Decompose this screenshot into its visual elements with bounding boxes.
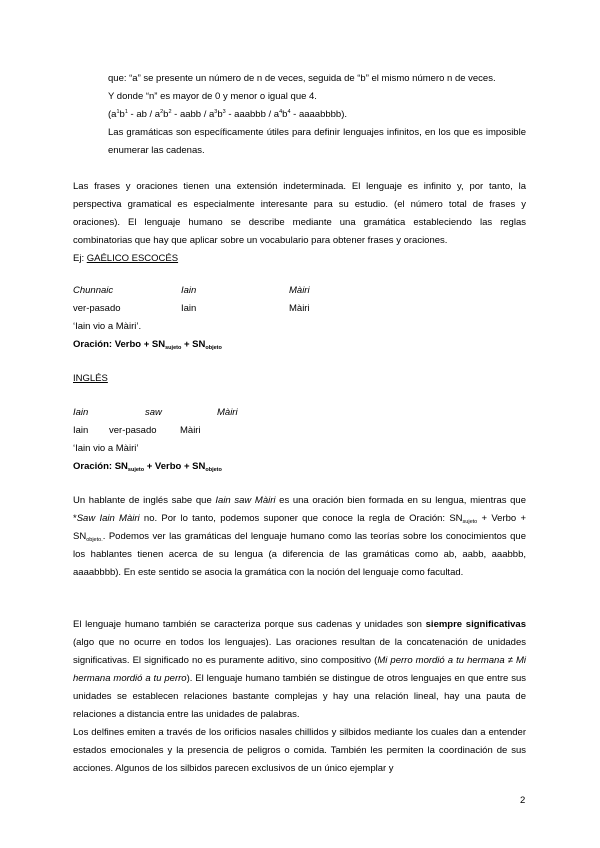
gaelic-word-2: Iain [181, 285, 197, 296]
gaelic-word-3: Màiri [289, 285, 310, 296]
english-word-2: saw [145, 407, 162, 418]
signif-bold: siempre significativas [425, 619, 526, 630]
english-rule-label: Oración: SN [73, 461, 128, 472]
hablante-example-invalid: Saw Iain Màiri [76, 513, 140, 524]
gaelic-sub-sujeto: sujeto [165, 345, 182, 351]
gaelic-word-1: Chunnaic [73, 285, 114, 296]
signif-t4: ). El lenguaje humano también se distingue de otros lenguajes en que entre sus unidades se establecen relaciones bastante complejas y hay una relación lineal, hay una pauta de relaciones a distancia entre las unidades de palabras. [73, 673, 526, 720]
gaelic-heading: GAÉLICO ESCOCÉS [86, 253, 179, 264]
hablante-sub-sujeto: sujeto [462, 519, 478, 525]
gaelic-translation: ‘Iain vio a Màiri’. [73, 321, 142, 332]
paragraph-hablante [73, 492, 526, 582]
english-sub-sujeto: sujeto [127, 467, 145, 473]
intro-line-1: que: “a” se presente un número de n de veces, seguida de “b” el mismo número n de veces. [108, 73, 496, 84]
signif-example-2: Mi hermana mordió a tu perro [73, 655, 527, 684]
exp-4: 4 [279, 109, 283, 115]
hablante-t1: Un hablante de inglés sabe que [73, 495, 216, 506]
ej-label: Ej: [73, 253, 85, 264]
gaelic-sub-objeto: objeto [205, 345, 222, 351]
hablante-t5: . Podemos ver las gramáticas del lenguaje humano como las teorías sobre los conocimientos que los hablantes tienen acerca de su lengua (a diferencia de las gramáticas como ab, aabb, aaabbb, aaaabbbb). En este sentido se asocia la gramática con la noción del lenguaje como facultad. [73, 531, 526, 578]
exp-2b: 2 [168, 109, 172, 115]
exp-2: 2 [160, 109, 164, 115]
hablante-sub-objeto: objeto. [86, 537, 103, 543]
gaelic-gloss-1: ver-pasado [73, 303, 121, 314]
intro-grammars-infinite: Las gramáticas son específicamente útiles para definir lenguajes infinitos, en los que es imposible enumerar las cadenas. [108, 127, 526, 156]
exp-3: 3 [214, 109, 218, 115]
paragraph-delfines: Los delfines emiten a través de los orificios nasales chillidos y silbidos mediante los cuales dan a entender estados emocionales y la presencia de peligros o comida. También les permiten la coordinación de sus acciones. Algunos de los silbidos parecen exclusivos de un único ejemplar y [73, 727, 526, 774]
exp-1b: 1 [124, 109, 128, 115]
gaelic-gloss-row-2 [73, 300, 526, 318]
paragraph-significativas [73, 616, 526, 724]
english-gloss-3: Màiri [180, 425, 201, 436]
gaelic-rule-label: Oración: Verbo + SN [73, 339, 166, 350]
intro-examples: ($a^1b^1$ - ab / $a^2b^2$ - aabb / $a^3b^3$ - aaabbb / $a^4b^4$ - aaaabbbb). [108, 109, 348, 120]
english-gloss-1: Iain [73, 425, 89, 436]
signif-t1: El lenguaje humano también se caracteriza porque sus cadenas y unidades son [73, 619, 426, 630]
english-word-1: Iain [73, 407, 89, 418]
gaelic-gloss-2: Iain [181, 303, 197, 314]
english-translation: ‘Iain vio a Màiri’ [73, 443, 139, 454]
signif-t2: (algo que no ocurre en todos los lenguajes). Las oraciones resultan de la concatenación de unidades significativas. El significado no es puramente aditivo, sino compositivo ( [73, 637, 526, 666]
english-gloss-row-2 [73, 422, 526, 440]
intro-line-2: Y donde “n” es mayor de 0 y menor o igual que 4. [108, 91, 317, 102]
exp-3b: 3 [222, 109, 226, 115]
gaelic-rule [73, 336, 526, 354]
page-number: 2 [520, 795, 526, 806]
english-rule [73, 458, 526, 476]
signif-t3: ≠ [504, 655, 516, 666]
gaelic-heading-line [73, 250, 526, 268]
hablante-example-valid: Iain saw Màiri [215, 495, 276, 506]
hablante-t3: no. Por lo tanto, podemos suponer que conoce la regla de Oración: SN [139, 513, 463, 524]
gaelic-gloss-row-1 [73, 282, 526, 300]
gaelic-rule-plus: + SN [181, 339, 206, 350]
english-sub-objeto: objeto [205, 467, 222, 473]
hablante-t2: es una oración bien formada en su lengua, mientras que * [73, 495, 526, 524]
signif-example-1: Mi perro mordió a tu hermana [377, 655, 505, 666]
english-heading: INGLÉS [73, 373, 108, 384]
exp-1: 1 [116, 109, 120, 115]
exp-4b: 4 [287, 109, 291, 115]
gaelic-gloss-3: Màiri [289, 303, 310, 314]
english-gloss-row-1 [73, 404, 526, 422]
english-word-3: Màiri [217, 407, 238, 418]
english-rule-plus: + Verbo + SN [144, 461, 206, 472]
english-gloss-2: ver-pasado [109, 425, 157, 436]
paragraph-frases: Las frases y oraciones tienen una extensión indeterminada. El lenguaje es infinito y, por tanto, la perspectiva gramatical es especialmente interesante para su estudio. (el número total de frases y oraciones). El lenguaje humano se describe mediante una gramática estableciendo las reglas combinatorias que hay que aplicar sobre un vocabulario para obtener frases y oraciones. [73, 181, 526, 246]
hablante-t4: + Verbo + SN [73, 513, 526, 542]
